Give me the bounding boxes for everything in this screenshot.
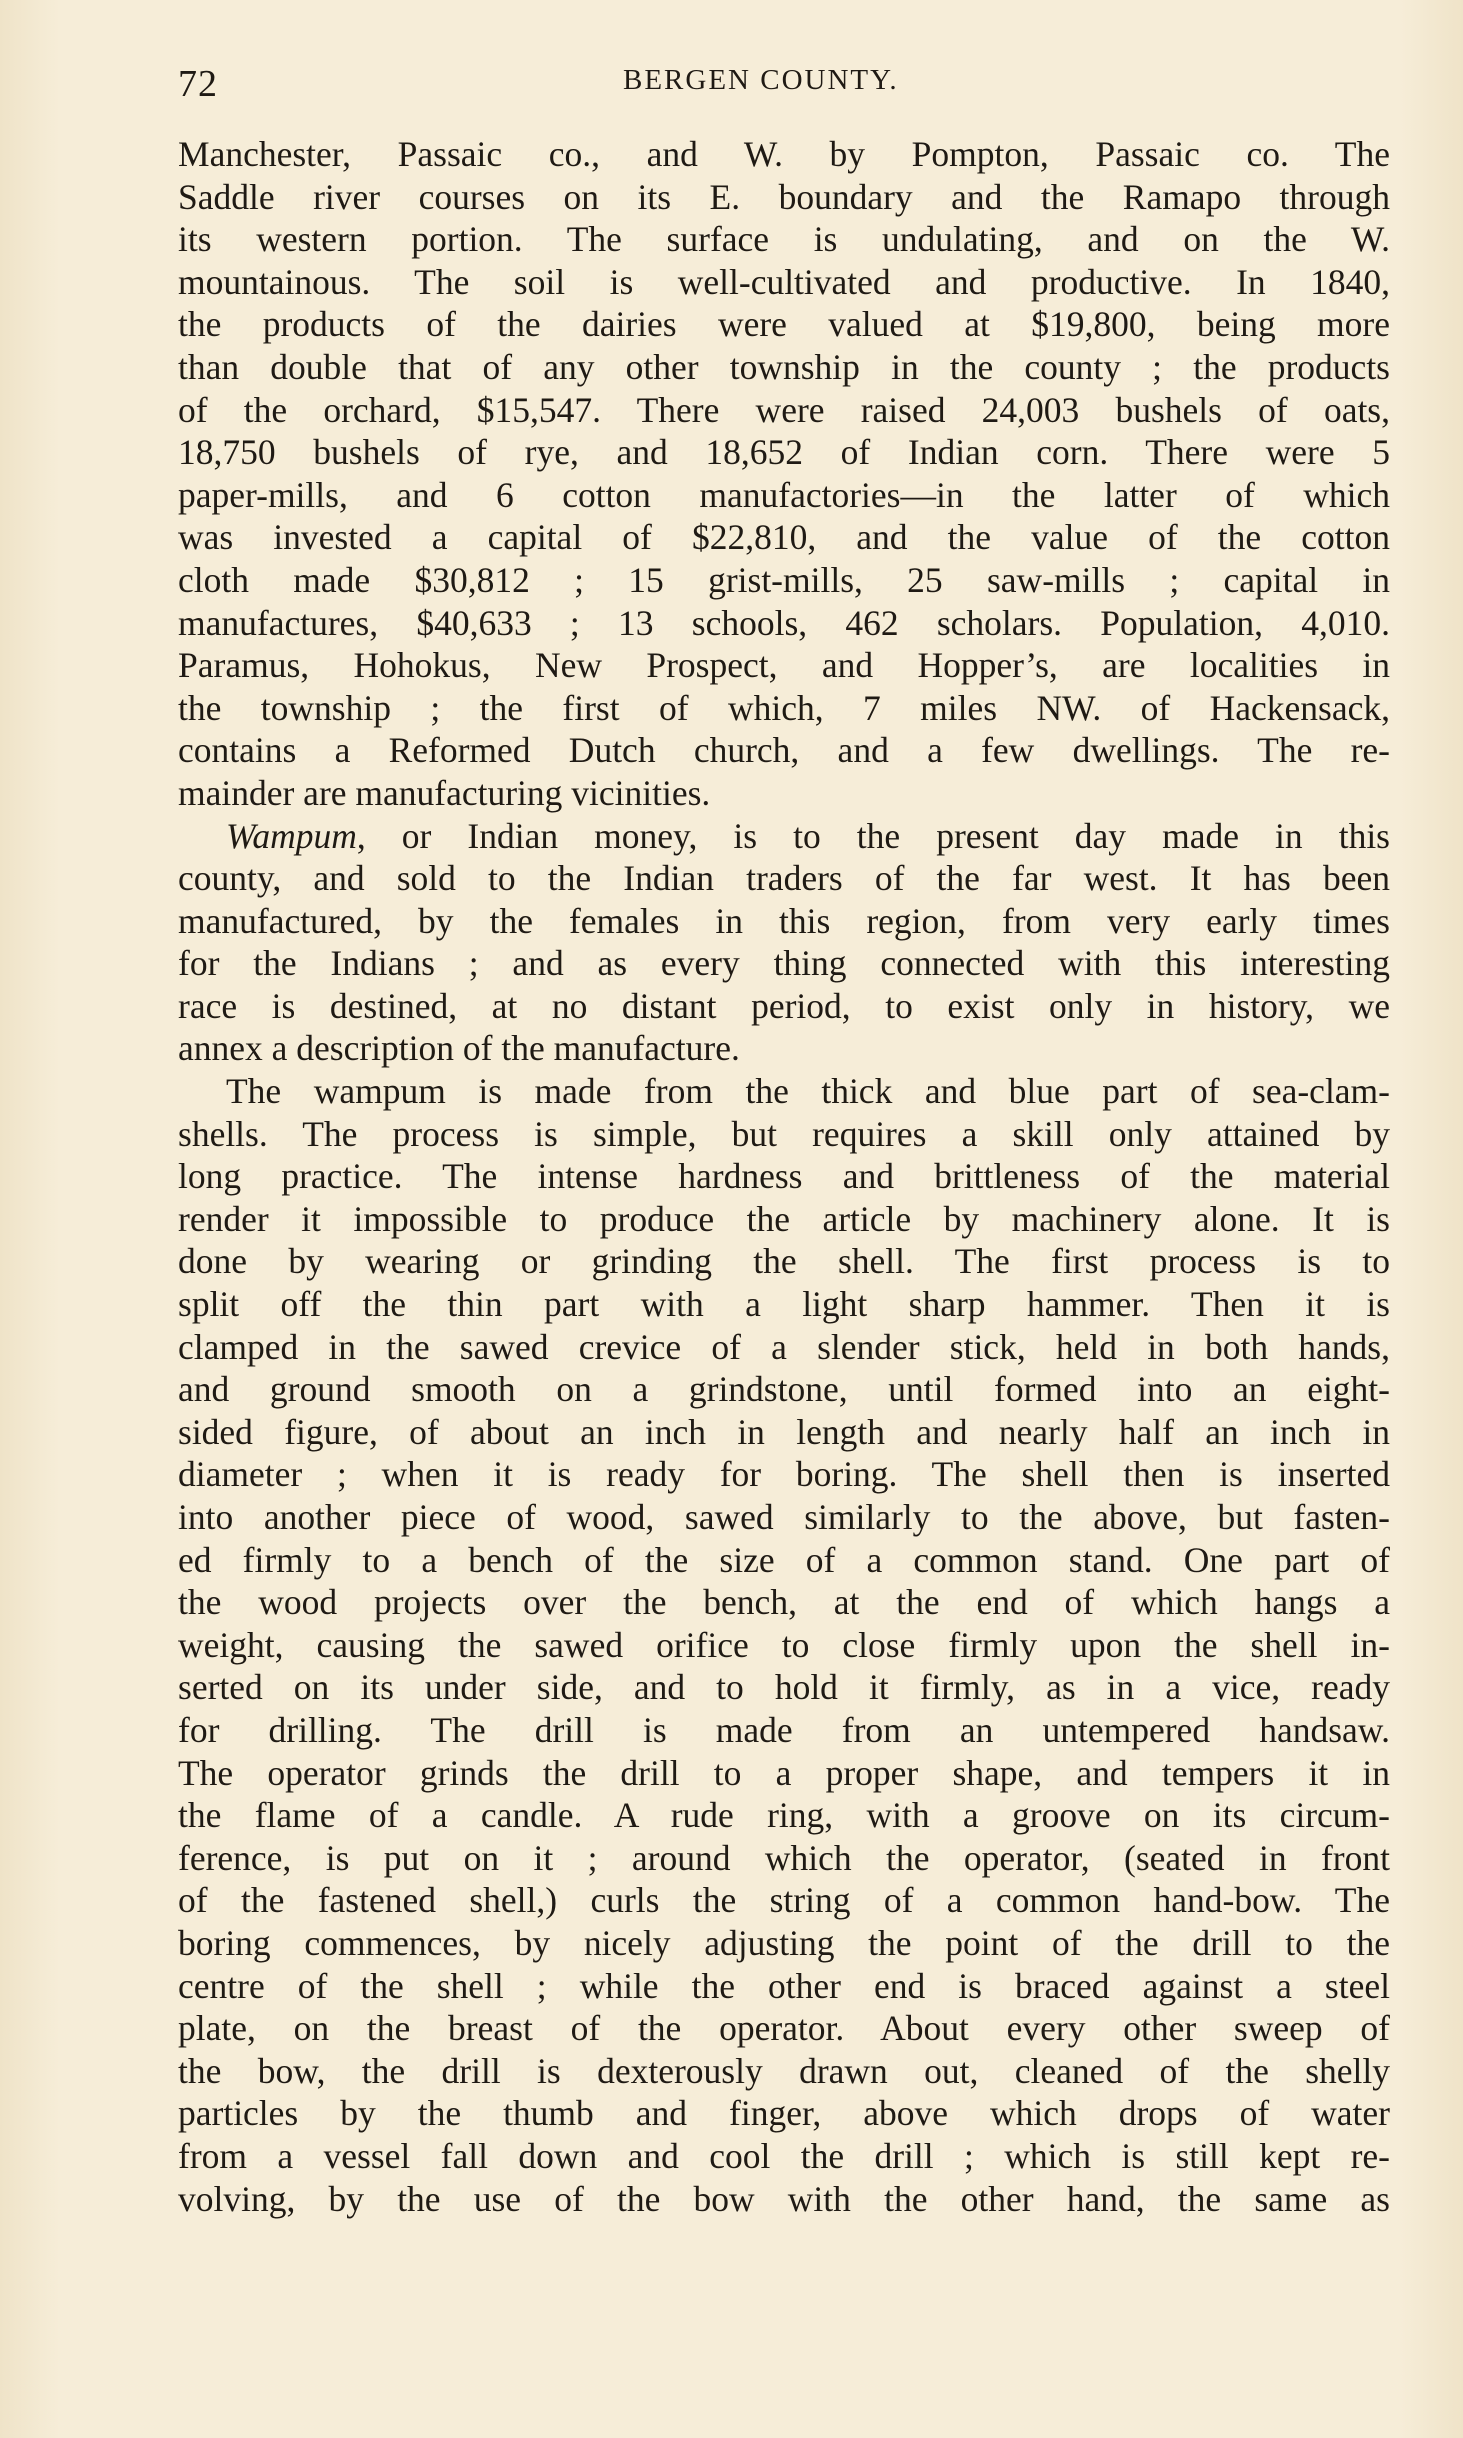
text-line (178, 815, 1390, 858)
text-line: particles by the thumb and finger, above which drops of water (178, 2093, 1390, 2134)
text-line: ference, is put on it ; around which the operator, (seated in front (178, 1837, 1390, 1878)
page-number: 72 (178, 63, 218, 105)
text-line: into another piece of wood, sawed similarly to the above, but fasten- (178, 1497, 1390, 1537)
italic-term-wampum: Wampum (226, 815, 357, 856)
text-line: contains a Reformed Dutch church, and a few dwellings. The re- (178, 730, 1390, 771)
text-line: of the fastened shell,) curls the string of a common hand-bow. The (178, 1880, 1390, 1921)
text-line: its western portion. The surface is undulating, and on the W. (178, 219, 1390, 260)
text-line: from a vessel fall down and cool the drill ; which is still kept re- (178, 2135, 1390, 2176)
text-line: shells. The process is simple, but requires a skill only attained by (178, 1113, 1390, 1154)
text-line: ed firmly to a bench of the size of a common stand. One part of (178, 1539, 1390, 1580)
text-line: Saddle river courses on its E. boundary and the Ramapo through (178, 176, 1390, 217)
text-line: clamped in the sawed crevice of a slender stick, held in both hands, (178, 1326, 1390, 1367)
text-line: weight, causing the sawed orifice to close firmly upon the shell in- (178, 1624, 1390, 1665)
text-line: than double that of any other township in the county ; the products (178, 346, 1390, 387)
text-line: plate, on the breast of the operator. About every other sweep of (178, 2008, 1390, 2049)
text-line: The operator grinds the drill to a proper shape, and tempers it in (178, 1752, 1390, 1793)
text-line: the bow, the drill is dexterously drawn out, cleaned of the shelly (178, 2050, 1390, 2091)
text-line: render it impossible to produce the article by machinery alone. It is (178, 1198, 1390, 1239)
text-line: split off the thin part with a light sharp hammer. Then it is (178, 1284, 1390, 1325)
text-line: cloth made $30,812 ; 15 grist-mills, 25 saw-mills ; capital in (178, 559, 1390, 600)
text-line: the products of the dairies were valued at $19,800, being more (178, 304, 1390, 345)
text-line (178, 2220, 1390, 2263)
text-line: sided figure, of about an inch in length and nearly half an inch in (178, 1411, 1390, 1452)
text-line: mountainous. The soil is well-cultivated and productive. In 1840, (178, 261, 1390, 302)
text-line: boring commences, by nicely adjusting the point of the drill to the (178, 1922, 1390, 1963)
text-line: volving, by the use of the bow with the other hand, the same as (178, 2178, 1390, 2219)
body-text (178, 133, 1390, 2263)
text-line: the wood projects over the bench, at the end of which hangs a (178, 1582, 1390, 1623)
text-line-continuation: , or Indian money, is to the present day made in this (356, 815, 1390, 856)
text-line: Manchester, Passaic co., and W. by Pompton, Passaic co. The (178, 134, 1390, 174)
text-line: paper-mills, and 6 cotton manufactories—in the latter of which (178, 474, 1390, 515)
text-line: The wampum is made from the thick and blue part of sea-clam- (226, 1071, 1390, 1112)
text-line: for the Indians ; and as every thing connected with this interesting (178, 943, 1390, 984)
text-line: of the orchard, $15,547. There were raised 24,003 bushels of oats, (178, 389, 1390, 430)
running-head: BERGEN COUNTY. (623, 64, 899, 96)
text-line: centre of the shell ; while the other end is braced against a steel (178, 1965, 1390, 2006)
text-line: the township ; the first of which, 7 miles NW. of Hackensack, (178, 687, 1390, 728)
text-line: annex a description of the manufacture. (178, 1028, 740, 1069)
text-line: Paramus, Hohokus, New Prospect, and Hopper’s, are localities in (178, 645, 1390, 686)
text-line: mainder are manufacturing vicinities. (178, 772, 711, 813)
text-line: serted on its under side, and to hold it firmly, as in a vice, ready (178, 1667, 1390, 1708)
text-line: was invested a capital of $22,810, and the value of the cotton (178, 517, 1390, 558)
text-line: manufactures, $40,633 ; 13 schools, 462 scholars. Population, 4,010. (178, 602, 1390, 643)
text-line: the flame of a candle. A rude ring, with a groove on its circum- (178, 1795, 1390, 1836)
text-line: county, and sold to the Indian traders of the far west. It has been (178, 858, 1390, 899)
text-line: 18,750 bushels of rye, and 18,652 of Indian corn. There were 5 (178, 432, 1390, 473)
text-line: race is destined, at no distant period, to exist only in history, we (178, 985, 1390, 1026)
page-header (178, 62, 1390, 112)
text-line: and ground smooth on a grindstone, until formed into an eight- (178, 1369, 1390, 1410)
text-line: manufactured, by the females in this region, from very early times (178, 900, 1390, 941)
text-line: for drilling. The drill is made from an untempered handsaw. (178, 1709, 1390, 1750)
text-line: long practice. The intense hardness and brittleness of the material (178, 1156, 1390, 1197)
text-line: done by wearing or grinding the shell. The first process is to (178, 1241, 1390, 1282)
text-line: diameter ; when it is ready for boring. The shell then is inserted (178, 1454, 1390, 1495)
